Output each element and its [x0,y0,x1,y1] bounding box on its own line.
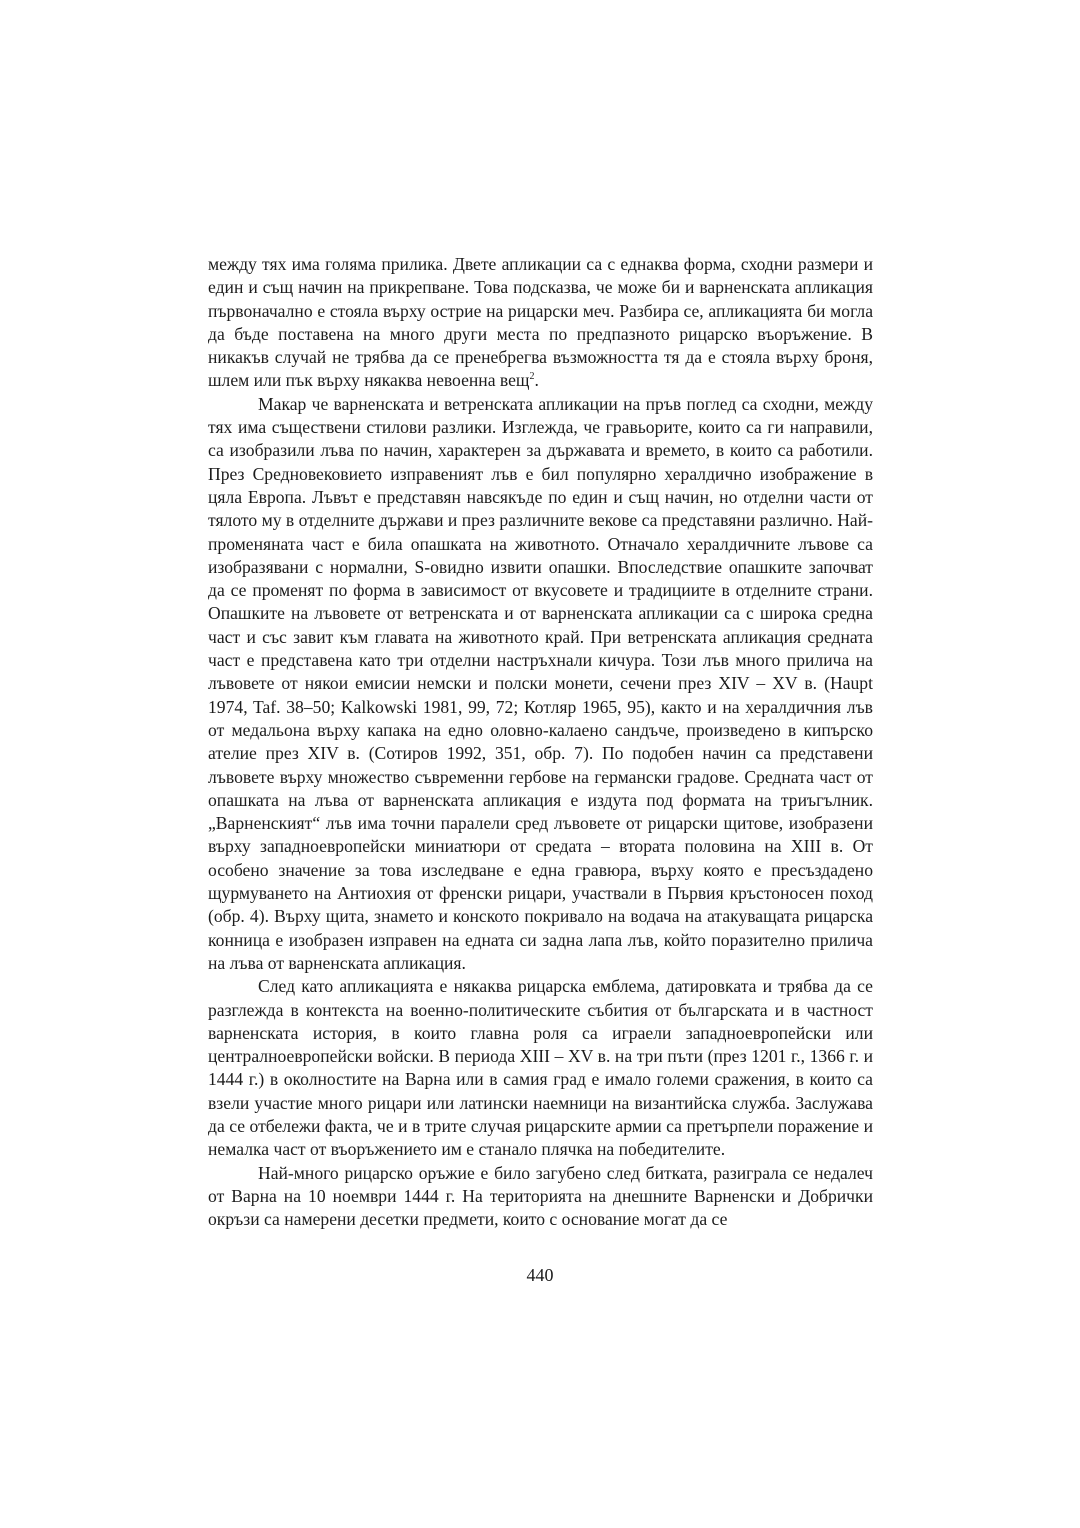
paragraph-1-text: между тях има голяма прилика. Двете апликации са с еднаква форма, сходни размери и един и същ начин на прикрепване. Това подсказва, че може би и варненската апликация първоначално е стояла върху острие на рицарски меч. Разбира се, апликацията би могла да бъде поставена на много други места по предпазното рицарско въоръжение. В никакъв случай не трябва да се пренебрегва възможността тя да е стояла върху броня, шлем или пък върху някаква невоенна вещ [208,254,873,391]
page-number: 440 [526,1265,554,1285]
paragraph-1 [208,253,873,393]
page-body [208,253,873,1231]
footnote-marker[interactable]: 2 [529,371,535,383]
paragraph-3: След като апликацията е някаква рицарска емблема, датировката и трябва да се разглежда в контекста на военно-политическите събития от българската и в частност варненската история, в които главна роля са играели западноевропейски или централноевропейски войски. В периода XIII – XV в. на три пъти (през 1201 г., 1366 г. и 1444 г.) в околностите на Варна или в самия град е имало големи сражения, в които са взели участие много рицари или латински наемници на византийска служба. Заслужава да се отбележи факта, че и в трите случая рицарските армии са претърпели поражение и немалка част от въоръжението им е станало плячка на победителите. [208,976,873,1160]
paragraph-2: Макар че варненската и ветренската апликации на пръв поглед са сходни, между тях има съществени стилови разлики. Изглежда, че гравьорите, които са ги направили, са изобразили лъва по начин, характерен за държавата и времето, в които са работили. През Средновековието изправеният лъв е бил популярно хералдично изображение в цяла Европа. Лъвът е представян навсякъде по един и същ начин, но отделни части от тялото му в отделните държави и през различните векове са представяни различно. Най-променяната част е била опашката на животното. Отначало хералдичните лъвове са изобразявани с нормални, S-овидно извити опашки. Впоследствие опашките започват да се променят по форма в зависимост от вкусовете и традициите в отделните страни. Опашките на лъвовете от ветренската и от варненската апликации са с широка средна част и със завит към главата на животното край. При ветренската апликация средната част е представена като три отделни настръхнали кичура. Този лъв много прилича на лъвовете от някои емисии немски и полски монети, сечени през XIV – XV в. (Haupt 1974, Taf. 38–50; Kalkowski 1981, 99, 72; Котляр 1965, 95), както и на хералдичния лъв от медальона върху капака на едно оловно-калаено сандъче, произведено в кипърско ателие през XIV в. (Сотиров 1992, 351, обр. 7). По подобен начин са представени лъвовете върху множество съвременни гербове на германски градове. Средната част от опашката на лъва от варненската апликация е издута под формата на триъгълник. „Варненският“ лъв има точни паралели сред лъвовете от рицарски щитове, изобразени върху западноевропейски миниатюри от средата – втората половина на XIII в. От особено значение за това изследване е една гравюра, върху която е пресъздадено щурмуването на Антиохия от френски рицари, участвали в Първия кръстоносен поход (обр. 4). Върху щита, знамето и конското покривало на водача на атакуващата рицарска конница е изобразен изправен на едната си задна лапа лъв, който поразително прилича на лъва от варненската апликация. [208,393,873,973]
paragraph-4: Най-много рицарско оръжие е било загубено след битката, разиграла се недалеч от Варна на 10 ноември 1444 г. На територията на днешните Варненски и Добрички окръзи са намерени десетки предмети, които с основание могат да се [208,1162,873,1230]
paragraph-1-end: . [534,370,539,391]
